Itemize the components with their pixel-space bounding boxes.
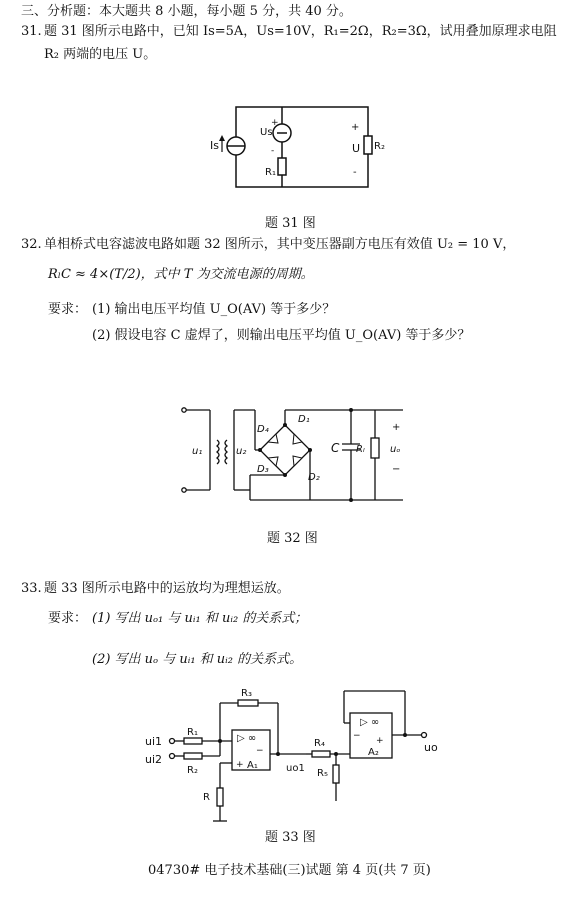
label-us-plus: + — [271, 118, 279, 128]
label-uo1: uo1 — [286, 763, 305, 774]
label-rl: Rₗ — [356, 444, 365, 455]
diode-d4-icon — [268, 434, 278, 443]
label-r: R — [203, 792, 210, 803]
q33-req1: (1) 写出 uₒ₁ 与 uᵢ₁ 和 uᵢ₂ 的关系式； — [92, 611, 308, 626]
q33-req-label: 要求： — [48, 611, 88, 626]
label-ui1: ui1 — [145, 735, 163, 748]
diode-d3-icon — [268, 457, 278, 466]
label-c: C — [331, 441, 340, 455]
label-d2: D₂ — [308, 472, 320, 483]
q32-req1: (1) 输出电压平均值 U_O(AV) 等于多少？ — [92, 302, 336, 317]
label-d1: D₁ — [298, 414, 310, 425]
section-header: 三、分析题：本大题共 8 小题，每小题 5 分，共 40 分。 — [21, 4, 352, 19]
label-r5: R₅ — [317, 768, 328, 779]
label-us-minus: - — [271, 146, 275, 156]
label-is: Is — [210, 139, 219, 152]
label-u: U — [352, 142, 361, 155]
label-uo-minus: − — [392, 464, 401, 475]
a2-plus: + — [376, 736, 384, 746]
q31-number: 31. — [21, 24, 42, 39]
q31-caption: 题 31 图 — [265, 216, 316, 231]
page-footer: 04730# 电子技术基础(三)试题 第 4 页(共 7 页) — [148, 863, 431, 878]
a1-infinity-icon: ▷ ∞ — [237, 733, 257, 744]
label-a1: A₁ — [247, 760, 258, 771]
label-us: Us — [260, 127, 273, 138]
q33-opamp-figure — [140, 683, 445, 833]
label-u-plus: + — [351, 122, 360, 133]
a2-minus: − — [353, 731, 361, 741]
label-r1: R₁ — [187, 727, 198, 738]
q31-text-line1: 题 31 图所示电路中，已知 Is=5A，Us=10V，R₁=2Ω，R₂=3Ω，试用叠加原理求电阻 — [44, 24, 557, 39]
label-r4: R₄ — [314, 738, 325, 749]
label-a2: A₂ — [368, 747, 379, 758]
q32-req-label: 要求： — [48, 302, 88, 317]
q33-text-line1: 题 33 图所示电路中的运放均为理想运放。 — [44, 581, 290, 596]
q33-caption: 题 33 图 — [265, 830, 316, 845]
label-r2: R₂ — [187, 765, 198, 776]
q33-req2: (2) 写出 uₒ 与 uᵢ₁ 和 uᵢ₂ 的关系式。 — [92, 652, 303, 667]
label-ui2: ui2 — [145, 753, 163, 766]
diode-d2-icon — [293, 456, 302, 466]
label-u2: u₂ — [236, 446, 247, 457]
q32-text-line1: 单相桥式电容滤波电路如题 32 图所示，其中变压器副方电压有效值 U₂ = 10 V， — [44, 237, 516, 252]
label-r2: R₂ — [374, 141, 385, 152]
a1-minus: − — [256, 746, 264, 756]
label-d4: D₄ — [257, 424, 269, 435]
label-u-minus: - — [353, 167, 357, 178]
label-r1: R₁ — [265, 167, 276, 178]
q31-circuit-figure — [190, 95, 390, 200]
q32-text-line2: RₗC ≈ 4×(T/2)，式中 T 为交流电源的周期。 — [48, 267, 314, 282]
a2-infinity-icon: ▷ ∞ — [360, 717, 380, 728]
label-u1: u₁ — [192, 446, 203, 457]
label-uo: uₒ — [390, 444, 401, 455]
q32-number: 32. — [21, 237, 42, 252]
q31-text-line2: R₂ 两端的电压 U。 — [44, 47, 157, 62]
a1-plus: + — [236, 760, 244, 770]
diode-d1-icon — [293, 434, 302, 444]
q32-caption: 题 32 图 — [267, 531, 318, 546]
label-d3: D₃ — [257, 464, 269, 475]
label-r3: R₃ — [241, 688, 252, 699]
label-uo-plus: + — [392, 422, 401, 433]
q32-req2: (2) 假设电容 C 虚焊了，则输出电压平均值 U_O(AV) 等于多少？ — [92, 328, 471, 343]
q32-rectifier-figure — [170, 400, 415, 510]
q33-number: 33. — [21, 581, 42, 596]
label-uo: uo — [424, 741, 438, 754]
